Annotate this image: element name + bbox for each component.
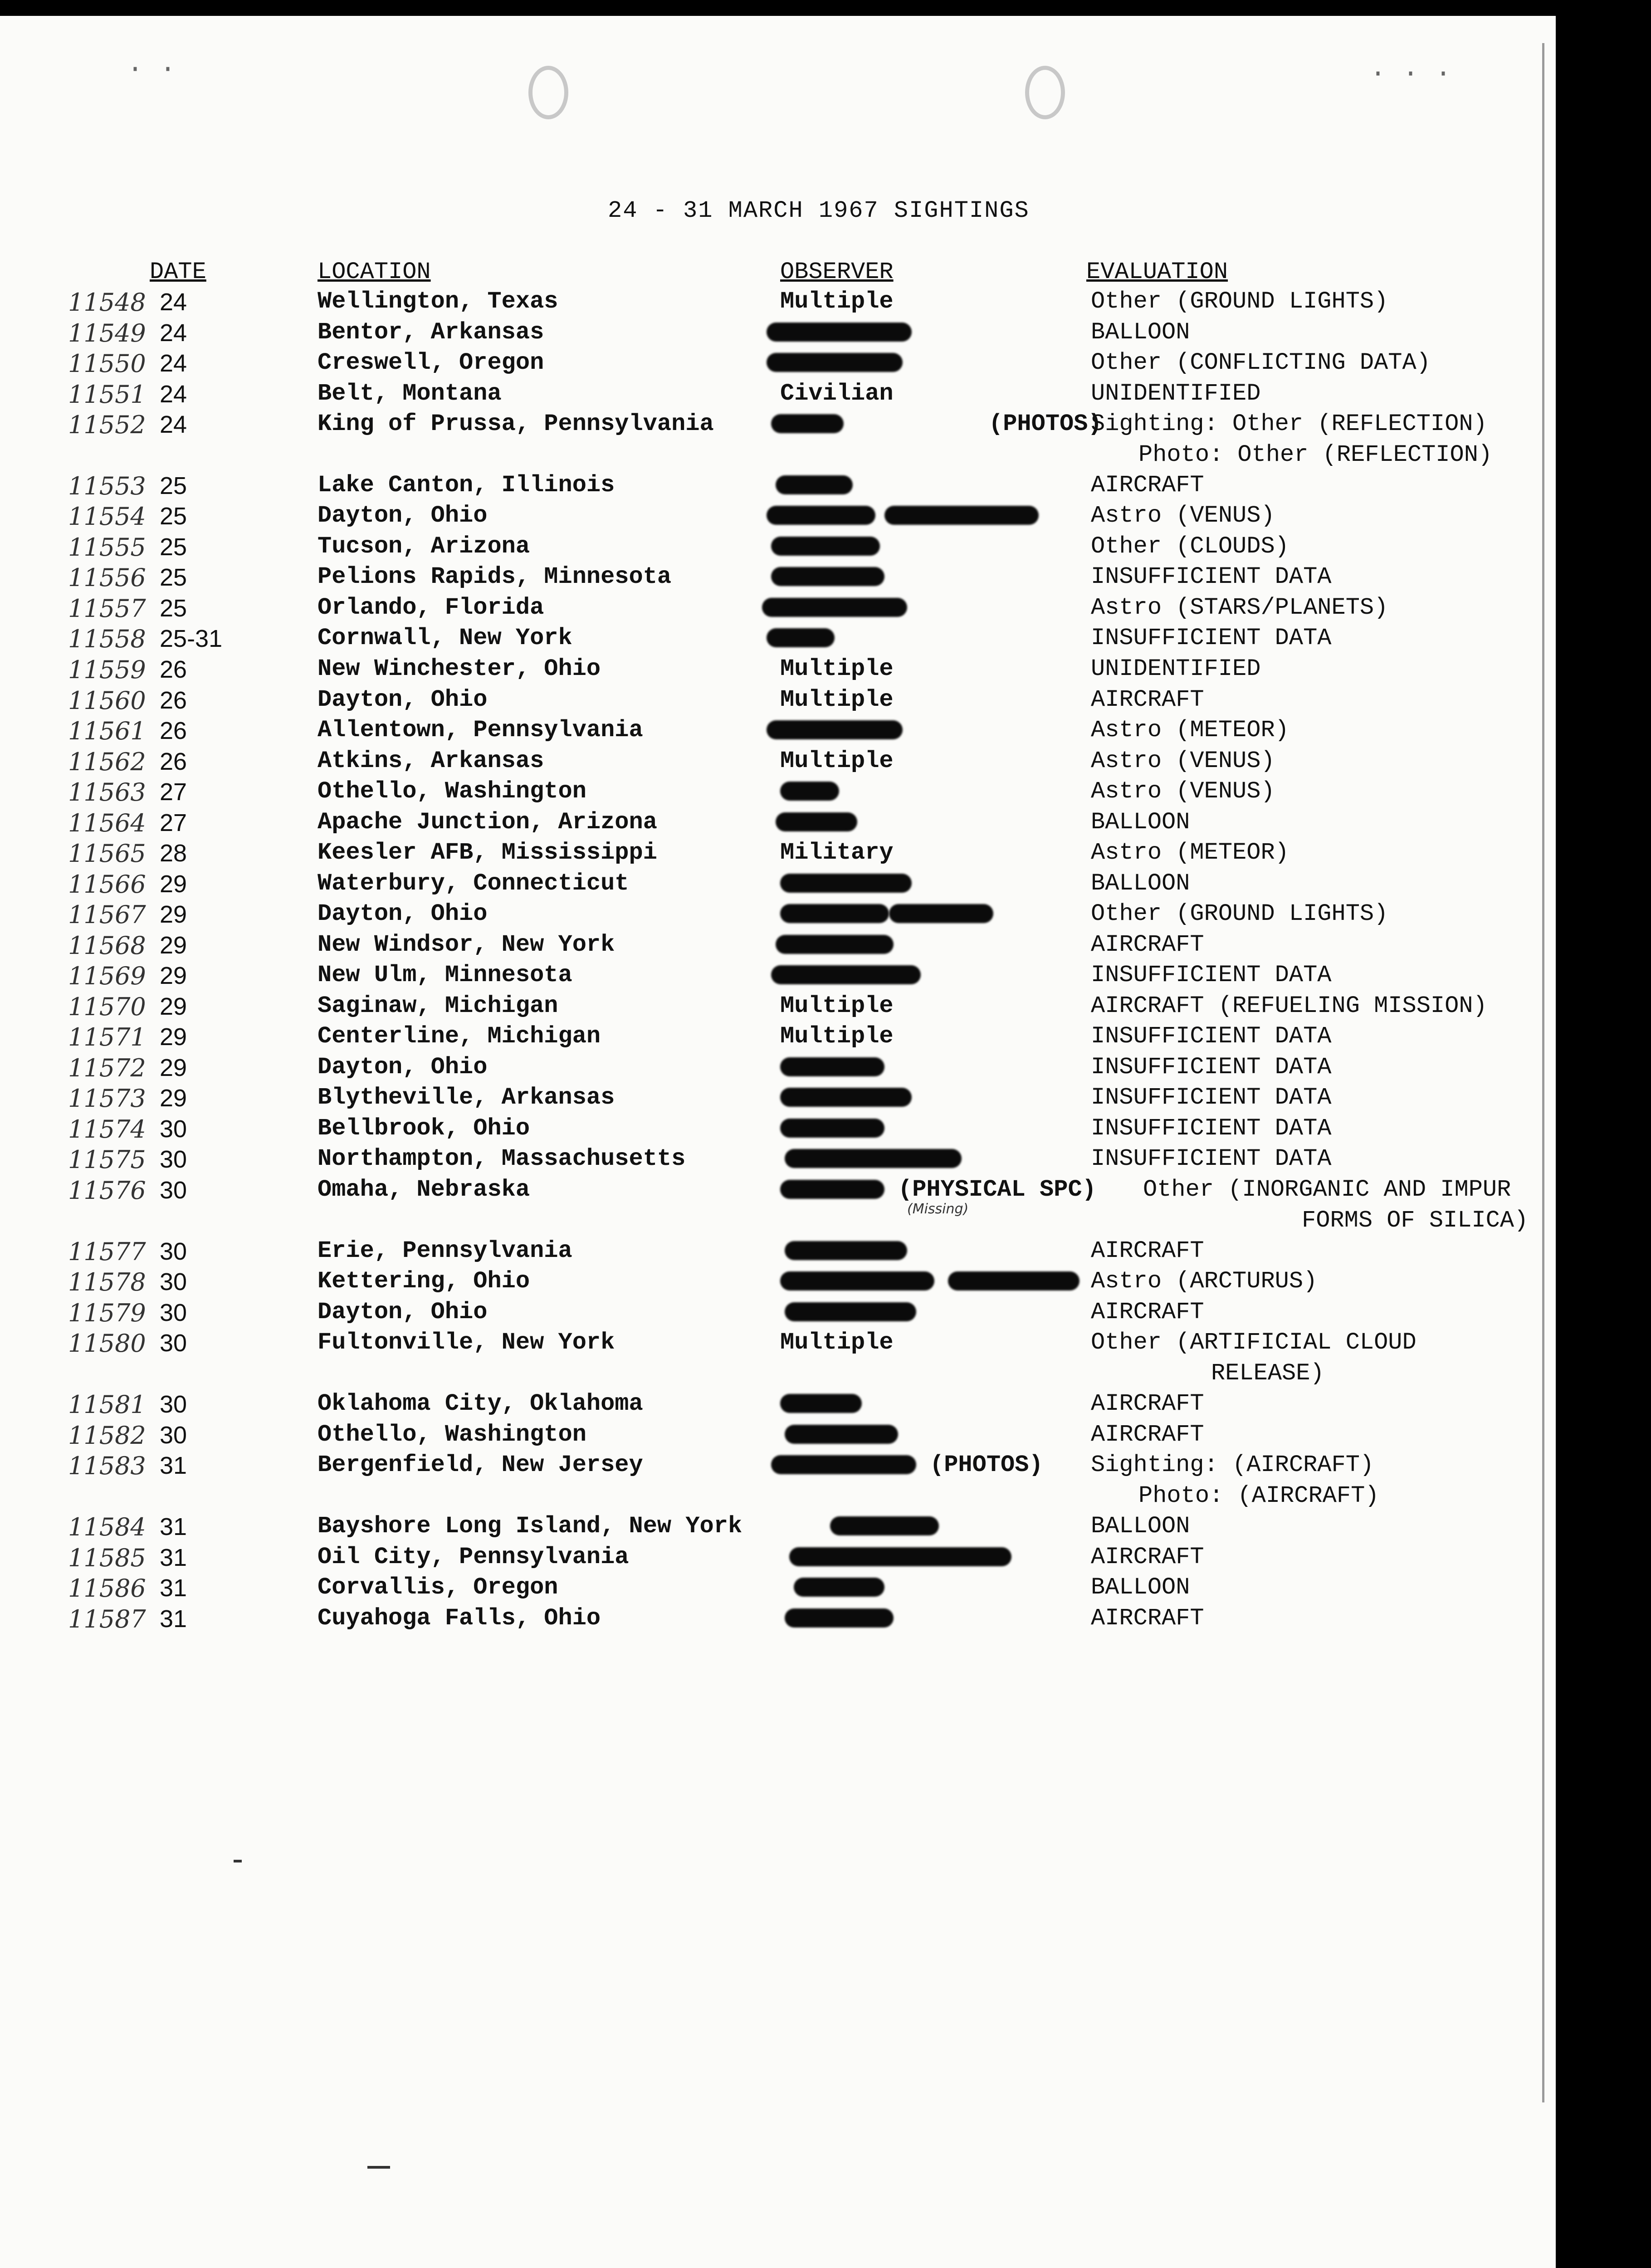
sighting-evaluation: INSUFFICIENT DATA xyxy=(1091,1145,1332,1172)
sighting-location: Centerline, Michigan xyxy=(318,1023,601,1050)
document-page xyxy=(0,16,1556,2268)
sighting-location: Dayton, Ohio xyxy=(318,502,488,529)
sighting-location: Keesler AFB, Mississippi xyxy=(318,839,657,866)
sighting-evaluation: AIRCRAFT (REFUELING MISSION) xyxy=(1091,992,1487,1019)
redaction-bar xyxy=(948,1271,1080,1290)
sighting-evaluation: INSUFFICIENT DATA xyxy=(1091,625,1332,651)
sighting-location: Orlando, Florida xyxy=(318,594,544,621)
sighting-evaluation: BALLOON xyxy=(1091,1513,1190,1540)
table-row xyxy=(0,1023,1556,1055)
case-number: 11550 xyxy=(68,349,146,378)
redaction-bar xyxy=(830,1516,939,1535)
sighting-evaluation-continued: FORMS OF SILICA) xyxy=(1302,1207,1529,1234)
sighting-location: Blytheville, Arkansas xyxy=(318,1084,615,1111)
sighting-location: King of Prussa, Pennsylvania xyxy=(318,411,714,437)
table-row xyxy=(0,1299,1556,1330)
case-number: 11572 xyxy=(68,1054,146,1082)
sighting-date: 30 xyxy=(160,1391,187,1418)
sighting-location: Cuyahoga Falls, Ohio xyxy=(318,1605,601,1632)
sighting-observer: Multiple xyxy=(780,1329,894,1356)
case-number: 11577 xyxy=(68,1237,146,1266)
sighting-location: Bergenfield, New Jersey xyxy=(318,1452,643,1478)
sighting-location: Creswell, Oregon xyxy=(318,349,544,376)
sighting-location: Dayton, Ohio xyxy=(318,1299,488,1325)
sighting-date: 30 xyxy=(160,1177,187,1204)
redaction-bar xyxy=(785,1425,898,1444)
redaction-bar xyxy=(780,1271,934,1290)
sighting-evaluation: Astro (METEOR) xyxy=(1091,717,1289,743)
sighting-date: 28 xyxy=(160,840,187,867)
sighting-observer: (PHYSICAL SPC) xyxy=(898,1176,1096,1203)
sighting-evaluation: Other (GROUND LIGHTS) xyxy=(1091,288,1388,315)
case-number: 11553 xyxy=(68,472,146,500)
case-number: 11566 xyxy=(68,870,146,899)
header-location: LOCATION xyxy=(318,259,431,285)
case-number: 11581 xyxy=(68,1390,146,1419)
redaction-bar xyxy=(767,353,903,372)
punch-hole xyxy=(1025,66,1065,119)
sighting-location: New Windsor, New York xyxy=(318,931,615,958)
case-number: 11562 xyxy=(68,748,146,776)
redaction-bar xyxy=(780,1394,862,1413)
sighting-evaluation: UNIDENTIFIED xyxy=(1091,655,1261,682)
sighting-date: 26 xyxy=(160,656,187,683)
table-row xyxy=(0,1421,1556,1453)
case-number: 11561 xyxy=(68,717,146,745)
sighting-evaluation: AIRCRAFT xyxy=(1091,1390,1204,1417)
table-row xyxy=(0,900,1556,932)
sighting-date: 29 xyxy=(160,932,187,959)
table-row xyxy=(0,1329,1556,1387)
redaction-bar xyxy=(780,874,912,893)
sighting-location: Oil City, Pennsylvania xyxy=(318,1544,629,1570)
table-row xyxy=(0,319,1556,351)
table-row xyxy=(0,717,1556,748)
table-row xyxy=(0,1513,1556,1545)
sighting-evaluation-continued: Photo: (AIRCRAFT) xyxy=(1138,1482,1379,1509)
sighting-date: 31 xyxy=(160,1452,187,1479)
sighting-date: 25 xyxy=(160,472,187,499)
sighting-date: 30 xyxy=(160,1115,187,1143)
case-number: 11570 xyxy=(68,992,146,1021)
table-row xyxy=(0,1268,1556,1300)
redaction-bar xyxy=(762,598,907,617)
table-row xyxy=(0,809,1556,841)
table-row xyxy=(0,1390,1556,1422)
table-row xyxy=(0,594,1556,626)
table-row xyxy=(0,349,1556,381)
sighting-location: Belt, Montana xyxy=(318,380,502,407)
sighting-date: 27 xyxy=(160,809,187,836)
scan-mark xyxy=(234,1860,242,1862)
table-row xyxy=(0,686,1556,718)
sighting-date: 26 xyxy=(160,748,187,775)
sighting-date: 30 xyxy=(160,1422,187,1449)
sighting-observer: Multiple xyxy=(780,686,894,713)
table-row xyxy=(0,1544,1556,1575)
sighting-location: Atkins, Arkansas xyxy=(318,748,544,774)
sighting-evaluation: BALLOON xyxy=(1091,870,1190,897)
header-observer: OBSERVER xyxy=(780,259,894,285)
sighting-date: 25 xyxy=(160,503,187,530)
redaction-bar xyxy=(776,475,853,494)
table-row xyxy=(0,1115,1556,1147)
table-row xyxy=(0,1452,1556,1509)
case-number: 11559 xyxy=(68,655,146,684)
sighting-date: 24 xyxy=(160,288,187,316)
sighting-location: Northampton, Massachusetts xyxy=(318,1145,686,1172)
redaction-bar xyxy=(780,1180,884,1199)
case-number: 11569 xyxy=(68,962,146,990)
sighting-observer: (PHOTOS) xyxy=(989,411,1102,437)
sighting-date: 31 xyxy=(160,1605,187,1633)
sighting-date: 29 xyxy=(160,1054,187,1081)
case-number: 11552 xyxy=(68,411,146,439)
sighting-observer: Multiple xyxy=(780,992,894,1019)
sighting-observer: Multiple xyxy=(780,1023,894,1050)
sighting-evaluation: BALLOON xyxy=(1091,319,1190,346)
redaction-bar xyxy=(776,935,894,954)
sighting-evaluation: BALLOON xyxy=(1091,1574,1190,1601)
sighting-date: 25 xyxy=(160,533,187,561)
sighting-evaluation: INSUFFICIENT DATA xyxy=(1091,1054,1332,1080)
table-row xyxy=(0,1574,1556,1606)
sighting-date: 30 xyxy=(160,1268,187,1295)
case-number: 11586 xyxy=(68,1574,146,1603)
case-number: 11578 xyxy=(68,1268,146,1296)
table-row xyxy=(0,380,1556,412)
redaction-bar xyxy=(780,1088,912,1107)
sighting-date: 30 xyxy=(160,1330,187,1357)
table-row xyxy=(0,411,1556,468)
table-row xyxy=(0,962,1556,993)
sighting-evaluation: Other (GROUND LIGHTS) xyxy=(1091,900,1388,927)
sighting-date: 26 xyxy=(160,687,187,714)
sighting-evaluation: INSUFFICIENT DATA xyxy=(1091,962,1332,988)
redaction-bar xyxy=(785,1608,894,1628)
sighting-evaluation: Other (ARTIFICIAL CLOUD xyxy=(1091,1329,1417,1356)
redaction-bar xyxy=(771,1455,916,1474)
sighting-evaluation: Astro (STARS/PLANETS) xyxy=(1091,594,1388,621)
sighting-date: 24 xyxy=(160,350,187,377)
sighting-evaluation: Astro (VENUS) xyxy=(1091,502,1275,529)
table-row xyxy=(0,992,1556,1024)
sighting-location: Othello, Washington xyxy=(318,778,586,805)
redaction-bar xyxy=(780,904,889,923)
table-row xyxy=(0,839,1556,871)
redaction-bar xyxy=(785,1241,907,1260)
case-number: 11584 xyxy=(68,1513,146,1541)
sighting-evaluation: Astro (VENUS) xyxy=(1091,778,1275,805)
sighting-location: Bayshore Long Island, New York xyxy=(318,1513,742,1540)
sighting-location: Othello, Washington xyxy=(318,1421,586,1448)
sighting-location: Oklahoma City, Oklahoma xyxy=(318,1390,643,1417)
sighting-evaluation: Astro (METEOR) xyxy=(1091,839,1289,866)
sighting-location: Dayton, Ohio xyxy=(318,1054,488,1080)
table-row xyxy=(0,655,1556,687)
sighting-observer: (PHOTOS) xyxy=(930,1452,1043,1478)
sighting-date: 25 xyxy=(160,564,187,591)
table-row xyxy=(0,931,1556,963)
sighting-location: Fultonville, New York xyxy=(318,1329,615,1356)
sighting-evaluation-continued: RELEASE) xyxy=(1211,1360,1324,1387)
sighting-observer: Multiple xyxy=(780,288,894,315)
case-number: 11558 xyxy=(68,625,146,653)
sighting-location: Kettering, Ohio xyxy=(318,1268,530,1295)
sighting-date: 26 xyxy=(160,717,187,744)
sighting-observer: Multiple xyxy=(780,748,894,774)
sighting-location: Pelions Rapids, Minnesota xyxy=(318,563,672,590)
sighting-observer: Multiple xyxy=(780,655,894,682)
sighting-evaluation: Other (CONFLICTING DATA) xyxy=(1091,349,1431,376)
sighting-location: Bentor, Arkansas xyxy=(318,319,544,346)
sighting-location: Apache Junction, Arizona xyxy=(318,809,657,836)
case-number: 11548 xyxy=(68,288,146,317)
sighting-location: New Ulm, Minnesota xyxy=(318,962,572,988)
redaction-bar xyxy=(789,1547,1011,1566)
redaction-bar xyxy=(794,1578,884,1597)
sighting-date: 31 xyxy=(160,1574,187,1602)
redaction-bar xyxy=(785,1149,962,1168)
sighting-location: Waterbury, Connecticut xyxy=(318,870,629,897)
sighting-location: Cornwall, New York xyxy=(318,625,572,651)
redaction-bar xyxy=(771,537,880,556)
sighting-location: Wellington, Texas xyxy=(318,288,558,315)
sighting-evaluation: BALLOON xyxy=(1091,809,1190,836)
table-row xyxy=(0,502,1556,534)
sighting-evaluation: AIRCRAFT xyxy=(1091,686,1204,713)
sighting-observer: Civilian xyxy=(780,380,894,407)
table-row xyxy=(0,748,1556,779)
sighting-evaluation: Other (CLOUDS) xyxy=(1091,533,1289,560)
table-row xyxy=(0,1237,1556,1269)
redaction-bar xyxy=(884,506,1039,525)
sighting-date: 29 xyxy=(160,901,187,928)
table-row xyxy=(0,1145,1556,1177)
case-number: 11571 xyxy=(68,1023,146,1051)
scan-smudge: · · xyxy=(127,54,176,85)
sighting-evaluation-continued: Photo: Other (REFLECTION) xyxy=(1138,441,1493,468)
case-number: 11587 xyxy=(68,1605,146,1633)
case-number: 11567 xyxy=(68,900,146,929)
sighting-location: Dayton, Ohio xyxy=(318,686,488,713)
sighting-date: 29 xyxy=(160,1085,187,1112)
sighting-evaluation: Astro (ARCTURUS) xyxy=(1091,1268,1318,1295)
case-number: 11585 xyxy=(68,1544,146,1572)
sighting-date: 27 xyxy=(160,778,187,806)
scan-mark xyxy=(367,2166,390,2169)
table-row xyxy=(0,1176,1556,1234)
sighting-location: Erie, Pennsylvania xyxy=(318,1237,572,1264)
table-row xyxy=(0,288,1556,320)
redaction-bar xyxy=(780,1119,884,1138)
sighting-location: Saginaw, Michigan xyxy=(318,992,558,1019)
sighting-evaluation: AIRCRAFT xyxy=(1091,1299,1204,1325)
sighting-date: 24 xyxy=(160,319,187,347)
case-number: 11580 xyxy=(68,1329,146,1358)
observer-handwritten-note: (Missing) xyxy=(907,1201,969,1217)
redaction-bar xyxy=(767,720,903,739)
table-row xyxy=(0,1084,1556,1116)
sighting-date: 30 xyxy=(160,1146,187,1173)
sighting-evaluation: AIRCRAFT xyxy=(1091,472,1204,499)
sighting-date: 24 xyxy=(160,411,187,438)
sighting-evaluation: Astro (VENUS) xyxy=(1091,748,1275,774)
sighting-location: Tucson, Arizona xyxy=(318,533,530,560)
case-number: 11556 xyxy=(68,563,146,592)
sighting-date: 31 xyxy=(160,1544,187,1571)
redaction-bar xyxy=(785,1302,916,1321)
table-row xyxy=(0,472,1556,503)
sighting-observer: Military xyxy=(780,839,894,866)
sighting-evaluation: Sighting: Other (REFLECTION) xyxy=(1091,411,1487,437)
sighting-date: 31 xyxy=(160,1513,187,1540)
sighting-date: 29 xyxy=(160,993,187,1020)
sighting-evaluation: AIRCRAFT xyxy=(1091,1237,1204,1264)
header-evaluation: EVALUATION xyxy=(1086,259,1228,285)
punch-hole xyxy=(528,66,568,119)
sighting-date: 29 xyxy=(160,870,187,898)
sighting-evaluation: UNIDENTIFIED xyxy=(1091,380,1261,407)
case-number: 11582 xyxy=(68,1421,146,1450)
case-number: 11575 xyxy=(68,1145,146,1174)
sighting-evaluation: AIRCRAFT xyxy=(1091,931,1204,958)
table-row xyxy=(0,870,1556,902)
sighting-location: New Winchester, Ohio xyxy=(318,655,601,682)
case-number: 11551 xyxy=(68,380,146,409)
sighting-date: 25 xyxy=(160,595,187,622)
sighting-date: 29 xyxy=(160,1023,187,1051)
table-row xyxy=(0,778,1556,810)
sighting-evaluation: AIRCRAFT xyxy=(1091,1421,1204,1448)
sighting-date: 30 xyxy=(160,1238,187,1265)
redaction-bar xyxy=(767,506,875,525)
case-number: 11560 xyxy=(68,686,146,715)
case-number: 11576 xyxy=(68,1176,146,1205)
sighting-evaluation: AIRCRAFT xyxy=(1091,1544,1204,1570)
redaction-bar xyxy=(776,812,857,831)
case-number: 11583 xyxy=(68,1452,146,1480)
sighting-location: Lake Canton, Illinois xyxy=(318,472,615,499)
sighting-location: Bellbrook, Ohio xyxy=(318,1115,530,1142)
table-row xyxy=(0,625,1556,656)
page-title: 24 - 31 MARCH 1967 SIGHTINGS xyxy=(608,197,1030,224)
sighting-evaluation: AIRCRAFT xyxy=(1091,1605,1204,1632)
table-row xyxy=(0,1054,1556,1085)
redaction-bar xyxy=(767,323,912,342)
redaction-bar xyxy=(771,567,884,586)
case-number: 11564 xyxy=(68,809,146,837)
sighting-evaluation: INSUFFICIENT DATA xyxy=(1091,1084,1332,1111)
case-number: 11568 xyxy=(68,931,146,960)
sighting-location: Corvallis, Oregon xyxy=(318,1574,558,1601)
case-number: 11573 xyxy=(68,1084,146,1113)
redaction-bar xyxy=(771,414,844,433)
sighting-date: 30 xyxy=(160,1299,187,1326)
sighting-location: Allentown, Pennsylvania xyxy=(318,717,643,743)
case-number: 11574 xyxy=(68,1115,146,1144)
sighting-location: Dayton, Ohio xyxy=(318,900,488,927)
sighting-evaluation: INSUFFICIENT DATA xyxy=(1091,1115,1332,1142)
case-number: 11555 xyxy=(68,533,146,562)
table-row xyxy=(0,563,1556,595)
sighting-evaluation: Other (INORGANIC AND IMPUR xyxy=(1143,1176,1511,1203)
case-number: 11557 xyxy=(68,594,146,623)
redaction-bar xyxy=(780,782,839,801)
sighting-date: 24 xyxy=(160,381,187,408)
sighting-date: 29 xyxy=(160,962,187,989)
case-number: 11565 xyxy=(68,839,146,868)
sighting-evaluation: INSUFFICIENT DATA xyxy=(1091,563,1332,590)
case-number: 11579 xyxy=(68,1299,146,1327)
sighting-location: Omaha, Nebraska xyxy=(318,1176,530,1203)
redaction-bar xyxy=(889,904,993,923)
case-number: 11554 xyxy=(68,502,146,531)
redaction-bar xyxy=(780,1057,884,1076)
scan-smudge: · · · xyxy=(1370,59,1452,90)
table-row xyxy=(0,1605,1556,1637)
header-date: DATE xyxy=(150,259,206,285)
sighting-date: 25-31 xyxy=(160,625,223,652)
redaction-bar xyxy=(771,965,921,984)
case-number: 11563 xyxy=(68,778,146,807)
sighting-evaluation: INSUFFICIENT DATA xyxy=(1091,1023,1332,1050)
redaction-bar xyxy=(767,628,835,647)
table-row xyxy=(0,533,1556,565)
case-number: 11549 xyxy=(68,319,146,347)
sighting-evaluation: Sighting: (AIRCRAFT) xyxy=(1091,1452,1374,1478)
